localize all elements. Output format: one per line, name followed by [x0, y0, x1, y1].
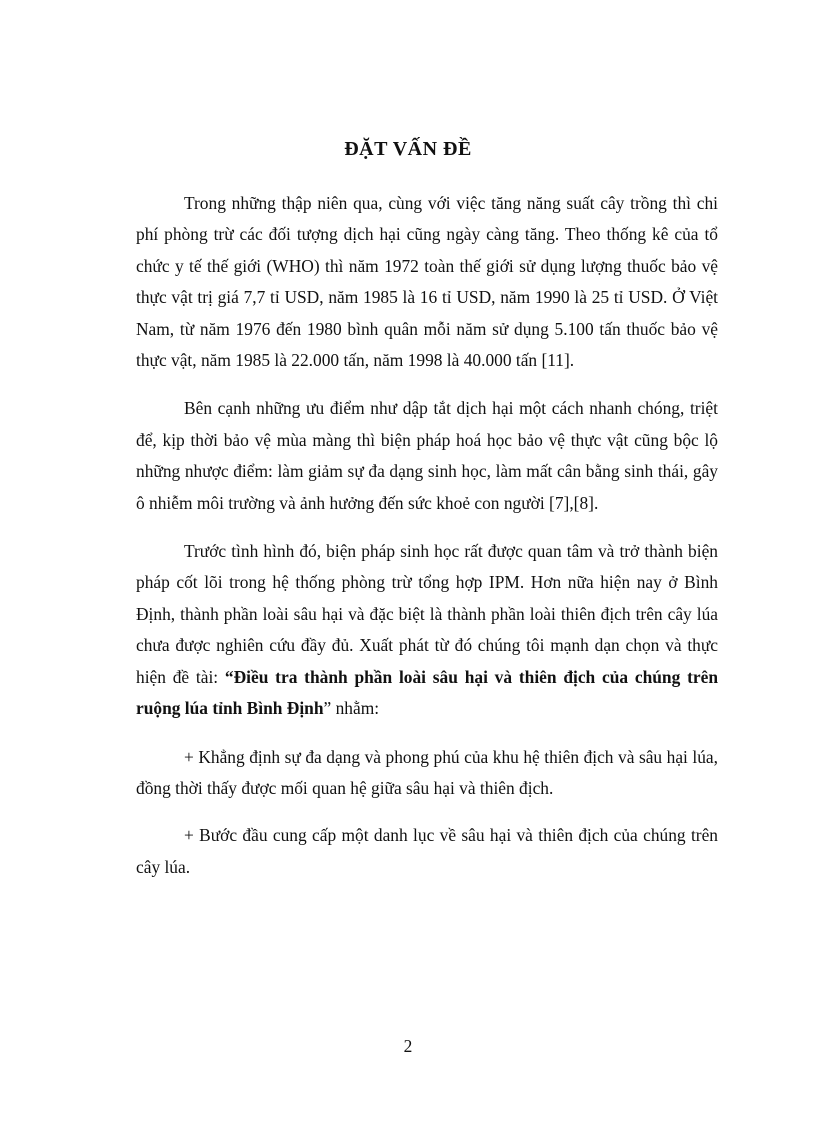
research-intro-ending: ” nhằm: [323, 698, 380, 719]
paragraph-chemical-drawbacks: Bên cạnh những ưu điểm như dập tắt dịch hại một cách nhanh chóng, triệt để, kịp thời bảo vệ mùa màng thì biện pháp hoá học bảo vệ thực vật cũng bộc lộ những nhược điểm: làm giảm sự đa dạng sinh học, làm mất cân bằng sinh thái, gây ô nhiễm môi trường và ảnh hưởng đến sức khoẻ con người [7],[8]. [136, 398, 718, 513]
document-body [136, 188, 718, 899]
page-title: ĐẶT VẤN ĐỀ [344, 138, 472, 160]
paragraph-pesticide-usage: Trong những thập niên qua, cùng với việc tăng năng suất cây trồng thì chi phí phòng trừ các đối tượng dịch hại cũng ngày càng tăng. Theo thống kê của tổ chức y tế thế giới (WHO) thì năm 1972 toàn thế giới sử dụng lượng thuốc bảo vệ thực vật trị giá 7,7 tỉ USD, năm 1985 là 16 tỉ USD, năm 1990 là 25 tỉ USD. Ở Việt Nam, từ năm 1976 đến 1980 bình quân mỗi năm sử dụng 5.100 tấn thuốc bảo vệ thực vật, năm 1985 là 22.000 tấn, năm 1998 là 40.000 tấn [11]. [136, 193, 718, 371]
objective-item: + Khẳng định sự đa dạng và phong phú của khu hệ thiên địch và sâu hại lúa, đồng thời thấy được mối quan hệ giữa sâu hại và thiên địch. [136, 746, 718, 798]
objective-item: + Bước đầu cung cấp một danh lục về sâu hại và thiên địch của chúng trên cây lúa. [136, 825, 718, 877]
research-intro-text: Trước tình hình đó, biện pháp sinh học rất được quan tâm và trở thành biện pháp cốt lõi trong hệ thống phòng trừ tổng hợp IPM. Hơn nữa hiện nay ở Bình Định, thành phần loài sâu hại và đặc biệt là thành phần loài thiên địch trên cây lúa chưa được nghiên cứu đầy đủ. Xuất phát từ đó chúng tôi mạnh dạn chọn và thực hiện đề tài: [136, 541, 718, 687]
research-topic-title: “Điều tra thành phần loài sâu hại và thiên địch của chúng trên ruộng lúa tỉnh Bình Định [136, 666, 718, 719]
paragraph-research-topic [136, 536, 718, 724]
page-number: 2 [403, 1036, 413, 1056]
